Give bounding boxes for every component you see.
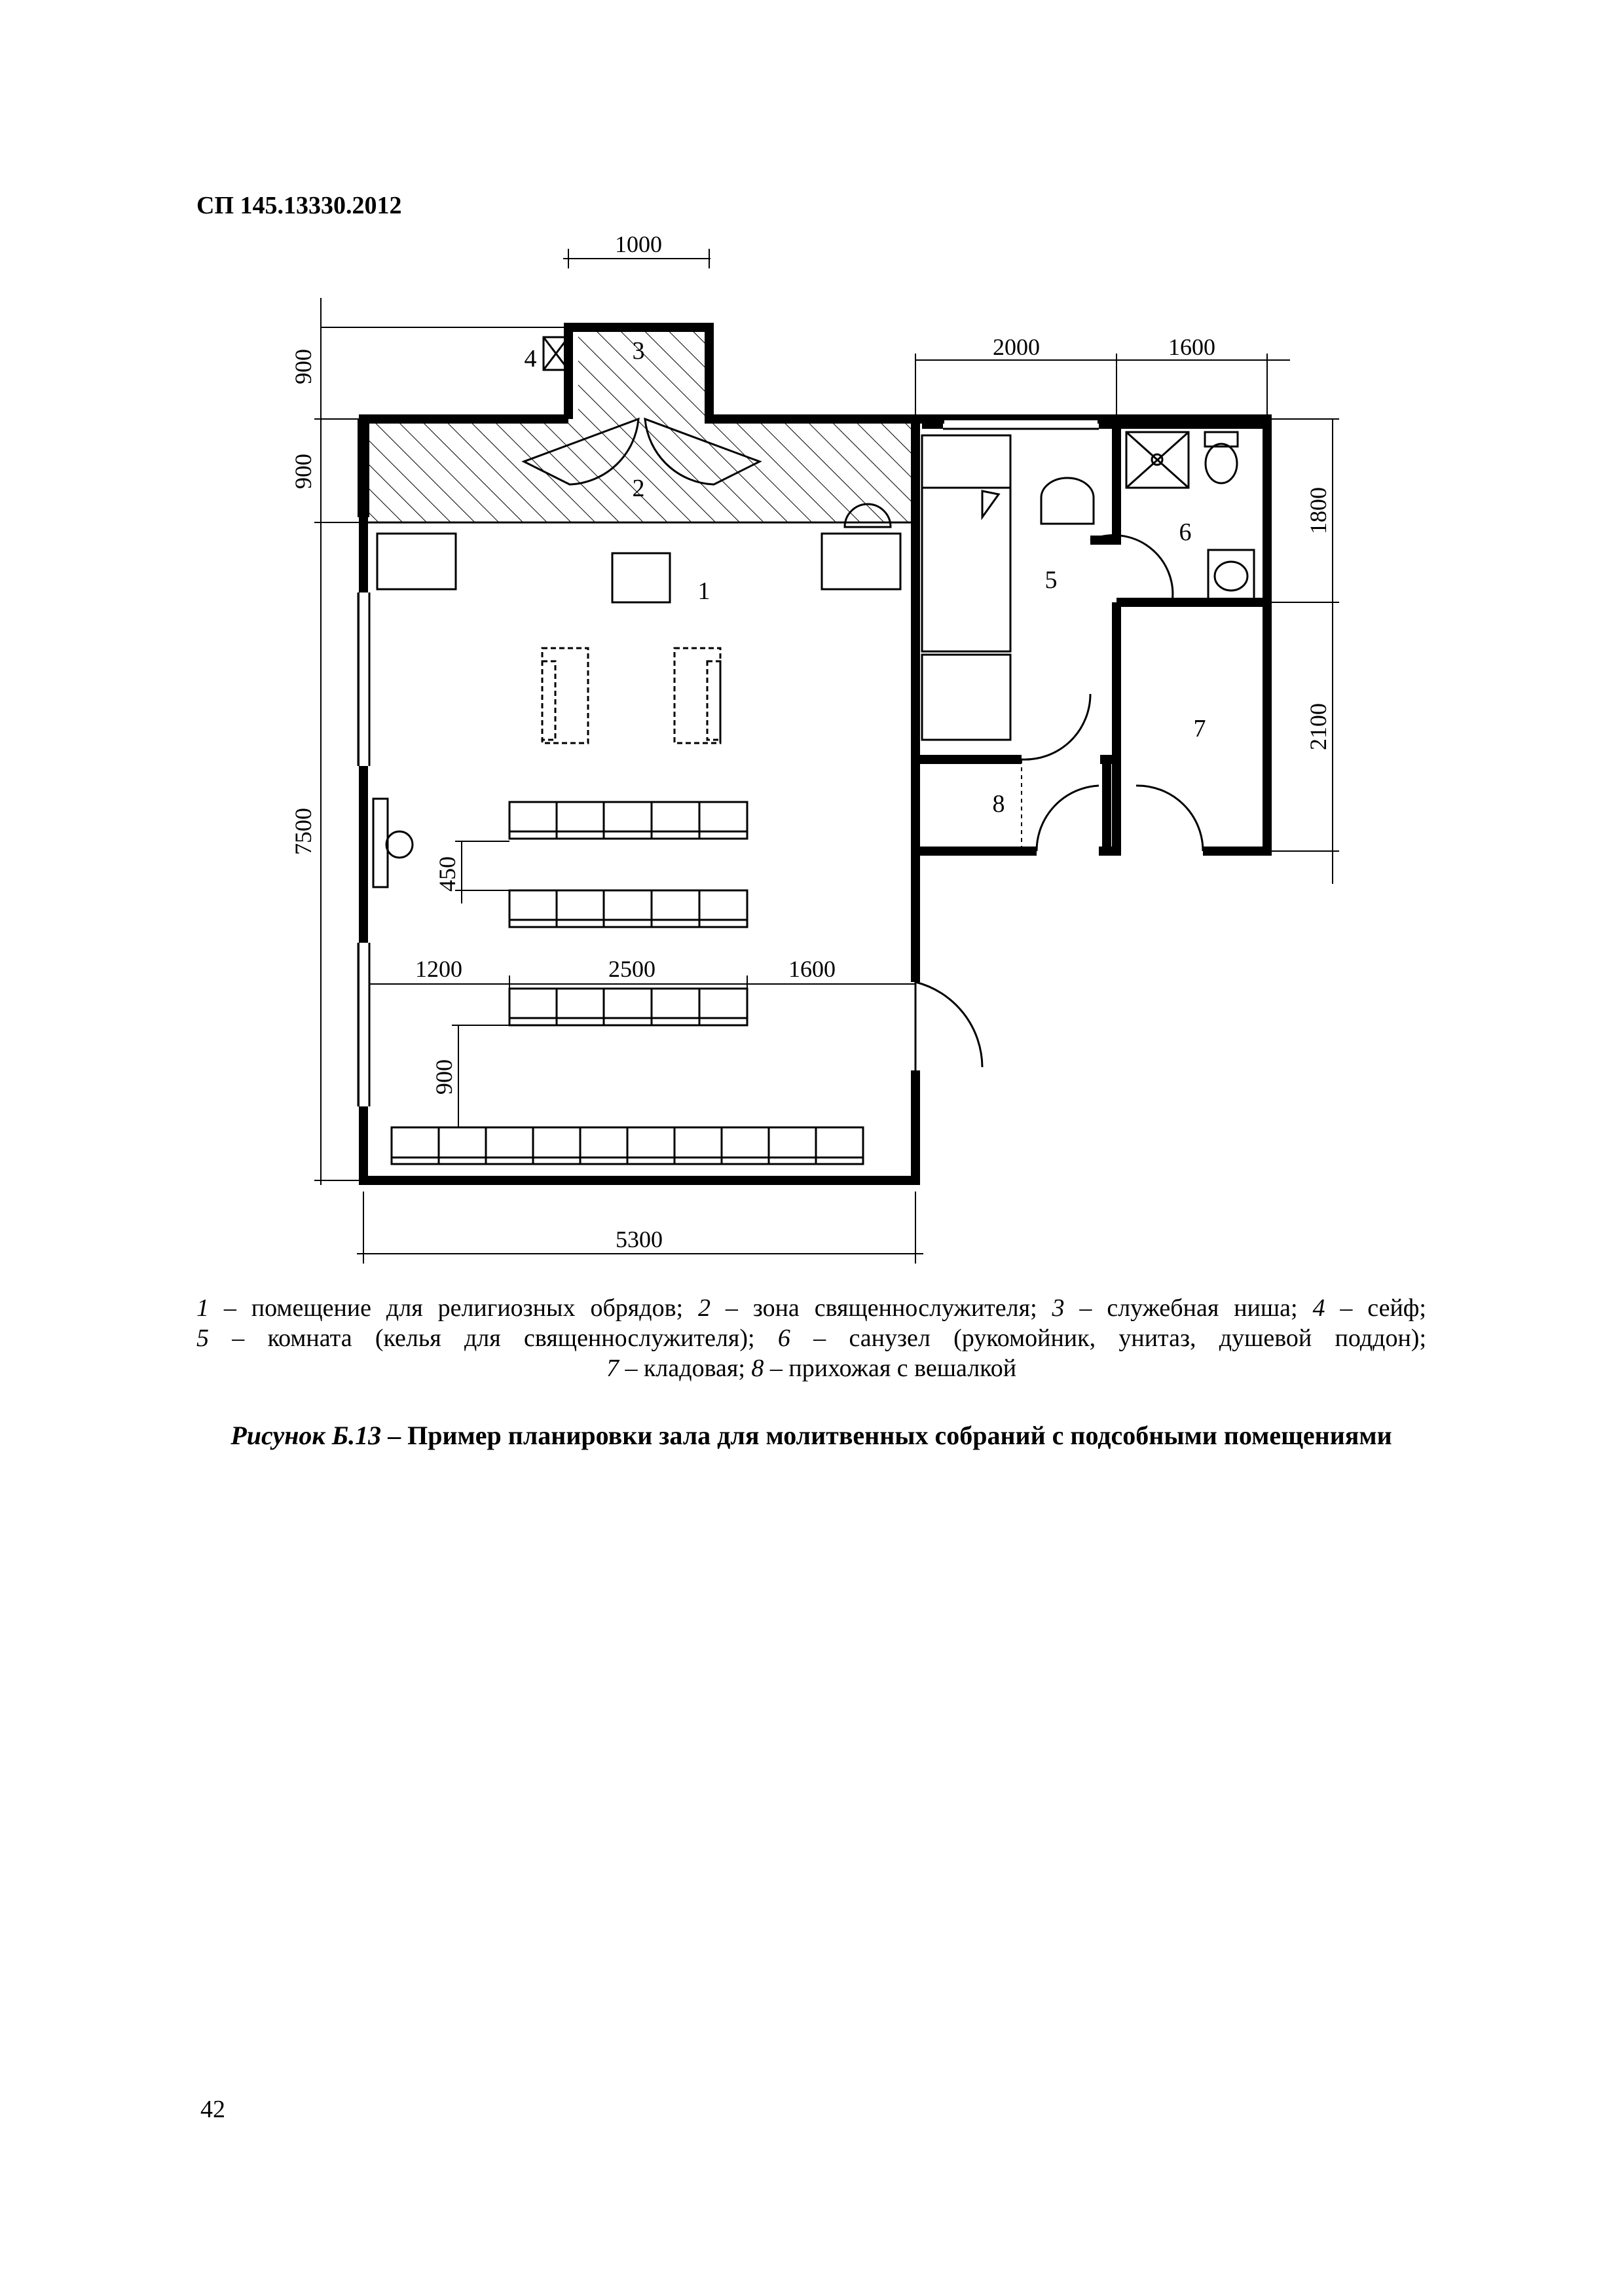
legend-text-6: – санузел (рукомойник, унитаз, душевой поддон); <box>790 1324 1427 1352</box>
room-number-3: 3 <box>632 337 645 365</box>
dim-hall-width: 5300 <box>616 1226 663 1252</box>
dim-aisle-left: 1200 <box>415 956 462 982</box>
left-wall-white-1 <box>360 592 368 766</box>
dim-room5-width: 2000 <box>993 334 1040 360</box>
dim-niche-depth: 900 <box>290 349 316 384</box>
legend-text-7: – кладовая; <box>618 1355 752 1382</box>
caption-text: – Пример планировки зала для молитвенных собраний с подсобными помещениями <box>381 1421 1392 1450</box>
dim-room6-depth: 1800 <box>1305 487 1331 534</box>
dim-niche-width: 1000 <box>615 231 662 257</box>
dim-room7-depth: 2100 <box>1305 703 1331 750</box>
figure-legend <box>196 1293 1426 1383</box>
dimension-lines <box>314 249 1339 1264</box>
figure-caption <box>196 1419 1426 1452</box>
legend-num-7: 7 <box>606 1355 619 1382</box>
legend-num-1: 1 <box>196 1294 209 1322</box>
legend-text-2: – зона священнослужителя; <box>710 1294 1052 1322</box>
dim-hall-length: 7500 <box>290 808 316 855</box>
legend-text-4: – сейф; <box>1325 1294 1426 1322</box>
room-number-7: 7 <box>1193 715 1206 742</box>
dim-room6-width: 1600 <box>1168 334 1215 360</box>
legend-num-8: 8 <box>751 1355 764 1382</box>
legend-num-4: 4 <box>1312 1294 1325 1322</box>
document-code: СП 145.13330.2012 <box>196 192 402 219</box>
page-number: 42 <box>200 2096 225 2123</box>
room-number-1: 1 <box>697 577 710 605</box>
legend-text-8: – прихожая с вешалкой <box>764 1355 1017 1382</box>
room-number-8: 8 <box>992 790 1005 818</box>
room-number-5: 5 <box>1044 566 1058 594</box>
priest-zone-hatch <box>367 419 915 522</box>
legend-num-5: 5 <box>196 1324 209 1352</box>
dim-row-spacing: 450 <box>434 856 460 892</box>
room6-fixtures <box>1126 432 1254 599</box>
dim-zone-depth: 900 <box>290 454 316 489</box>
room-number-6: 6 <box>1179 519 1192 546</box>
room5-window-white <box>944 420 1098 428</box>
dim-front-gap: 900 <box>431 1059 457 1095</box>
room-number-2: 2 <box>632 475 645 502</box>
legend-line-1 <box>196 1293 1426 1323</box>
legend-num-3: 3 <box>1052 1294 1065 1322</box>
room5-furniture <box>922 435 1094 740</box>
legend-num-6: 6 <box>777 1324 790 1352</box>
dim-aisle-right: 1600 <box>788 956 836 982</box>
legend-text-5: – комната (келья для священнослужителя); <box>209 1324 778 1352</box>
legend-text-3: – служебная ниша; <box>1064 1294 1313 1322</box>
legend-num-2: 2 <box>698 1294 710 1322</box>
legend-line-2 <box>196 1323 1426 1353</box>
room-number-4: 4 <box>524 345 537 373</box>
caption-label: Рисунок Б.13 <box>231 1421 382 1450</box>
left-wall-white-2 <box>360 943 368 1106</box>
dim-bench-length: 2500 <box>608 956 655 982</box>
legend-line-3 <box>196 1353 1426 1383</box>
legend-text-1: – помещение для религиозных обрядов; <box>209 1294 698 1322</box>
